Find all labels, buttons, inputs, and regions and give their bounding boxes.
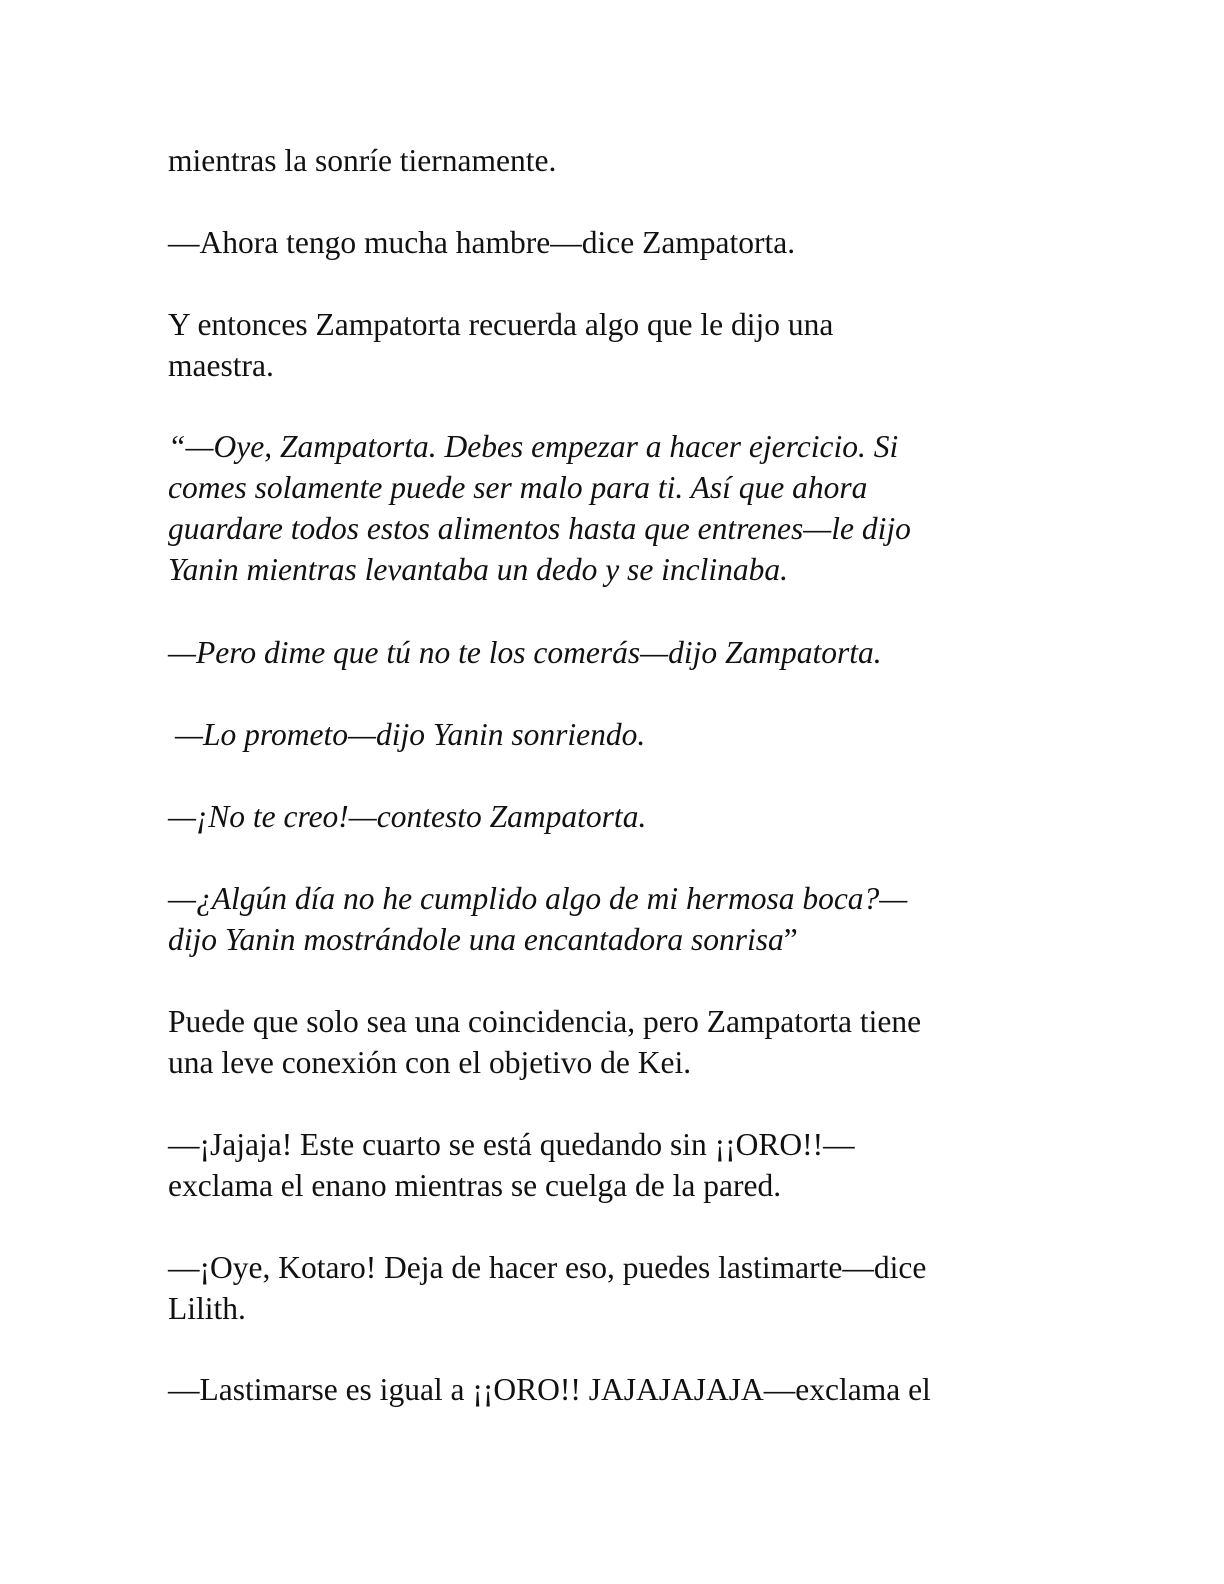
text-line bbox=[168, 919, 1048, 960]
text-line: —¡Jajaja! Este cuarto se está quedando sin ¡¡ORO!!— bbox=[168, 1127, 855, 1162]
paragraph-10 bbox=[168, 1124, 1048, 1206]
paragraph-6 bbox=[175, 714, 1055, 755]
text-line: —Lo prometo—dijo Yanin sonriendo. bbox=[175, 717, 646, 752]
text-line: Y entonces Zampatorta recuerda algo que le dijo una bbox=[168, 307, 834, 342]
paragraph-8 bbox=[168, 878, 1048, 960]
text-line: —¡No te creo!—contesto Zampatorta. bbox=[168, 799, 647, 834]
paragraph-1 bbox=[168, 140, 1048, 181]
quoted-memory-paragraph bbox=[168, 426, 1048, 590]
text-line: Lilith. bbox=[168, 1291, 246, 1326]
text-line: Puede que solo sea una coincidencia, pero Zampatorta tiene bbox=[168, 1004, 922, 1039]
closing-quote: ” bbox=[783, 922, 798, 957]
paragraph-9 bbox=[168, 1001, 1048, 1083]
text-line: —¡Oye, Kotaro! Deja de hacer eso, puedes lastimarte—dice bbox=[168, 1250, 927, 1285]
text-line: —¿Algún día no he cumplido algo de mi hermosa boca?— bbox=[168, 881, 908, 916]
text-line: maestra. bbox=[168, 348, 274, 383]
text-line: —Lastimarse es igual a ¡¡ORO!! JAJAJAJAJA—exclama el bbox=[168, 1372, 931, 1407]
text-line: una leve conexión con el objetivo de Kei. bbox=[168, 1045, 692, 1080]
text-line: exclama el enano mientras se cuelga de la pared. bbox=[168, 1168, 782, 1203]
paragraph-3 bbox=[168, 304, 1048, 386]
text-line-italic: dijo Yanin mostrándole una encantadora sonrisa bbox=[168, 922, 784, 957]
text-line: guardare todos estos alimentos hasta que entrenes—le dijo bbox=[168, 511, 911, 546]
text-line: —Pero dime que tú no te los comerás—dijo Zampatorta. bbox=[168, 635, 882, 670]
paragraph-11 bbox=[168, 1247, 1048, 1329]
paragraph-2 bbox=[168, 222, 1048, 263]
text-line: Yanin mientras levantaba un dedo y se inclinaba. bbox=[168, 552, 789, 587]
text-line: comes solamente puede ser malo para ti. Así que ahora bbox=[168, 470, 868, 505]
text-line: —Ahora tengo mucha hambre—dice Zampatorta. bbox=[168, 225, 796, 260]
paragraph-5 bbox=[168, 632, 1048, 673]
paragraph-7 bbox=[168, 796, 1048, 837]
text-line: “—Oye, Zampatorta. Debes empezar a hacer ejercicio. Si bbox=[168, 429, 899, 464]
text-line: mientras la sonríe tiernamente. bbox=[168, 143, 557, 178]
paragraph-12 bbox=[168, 1369, 1048, 1410]
